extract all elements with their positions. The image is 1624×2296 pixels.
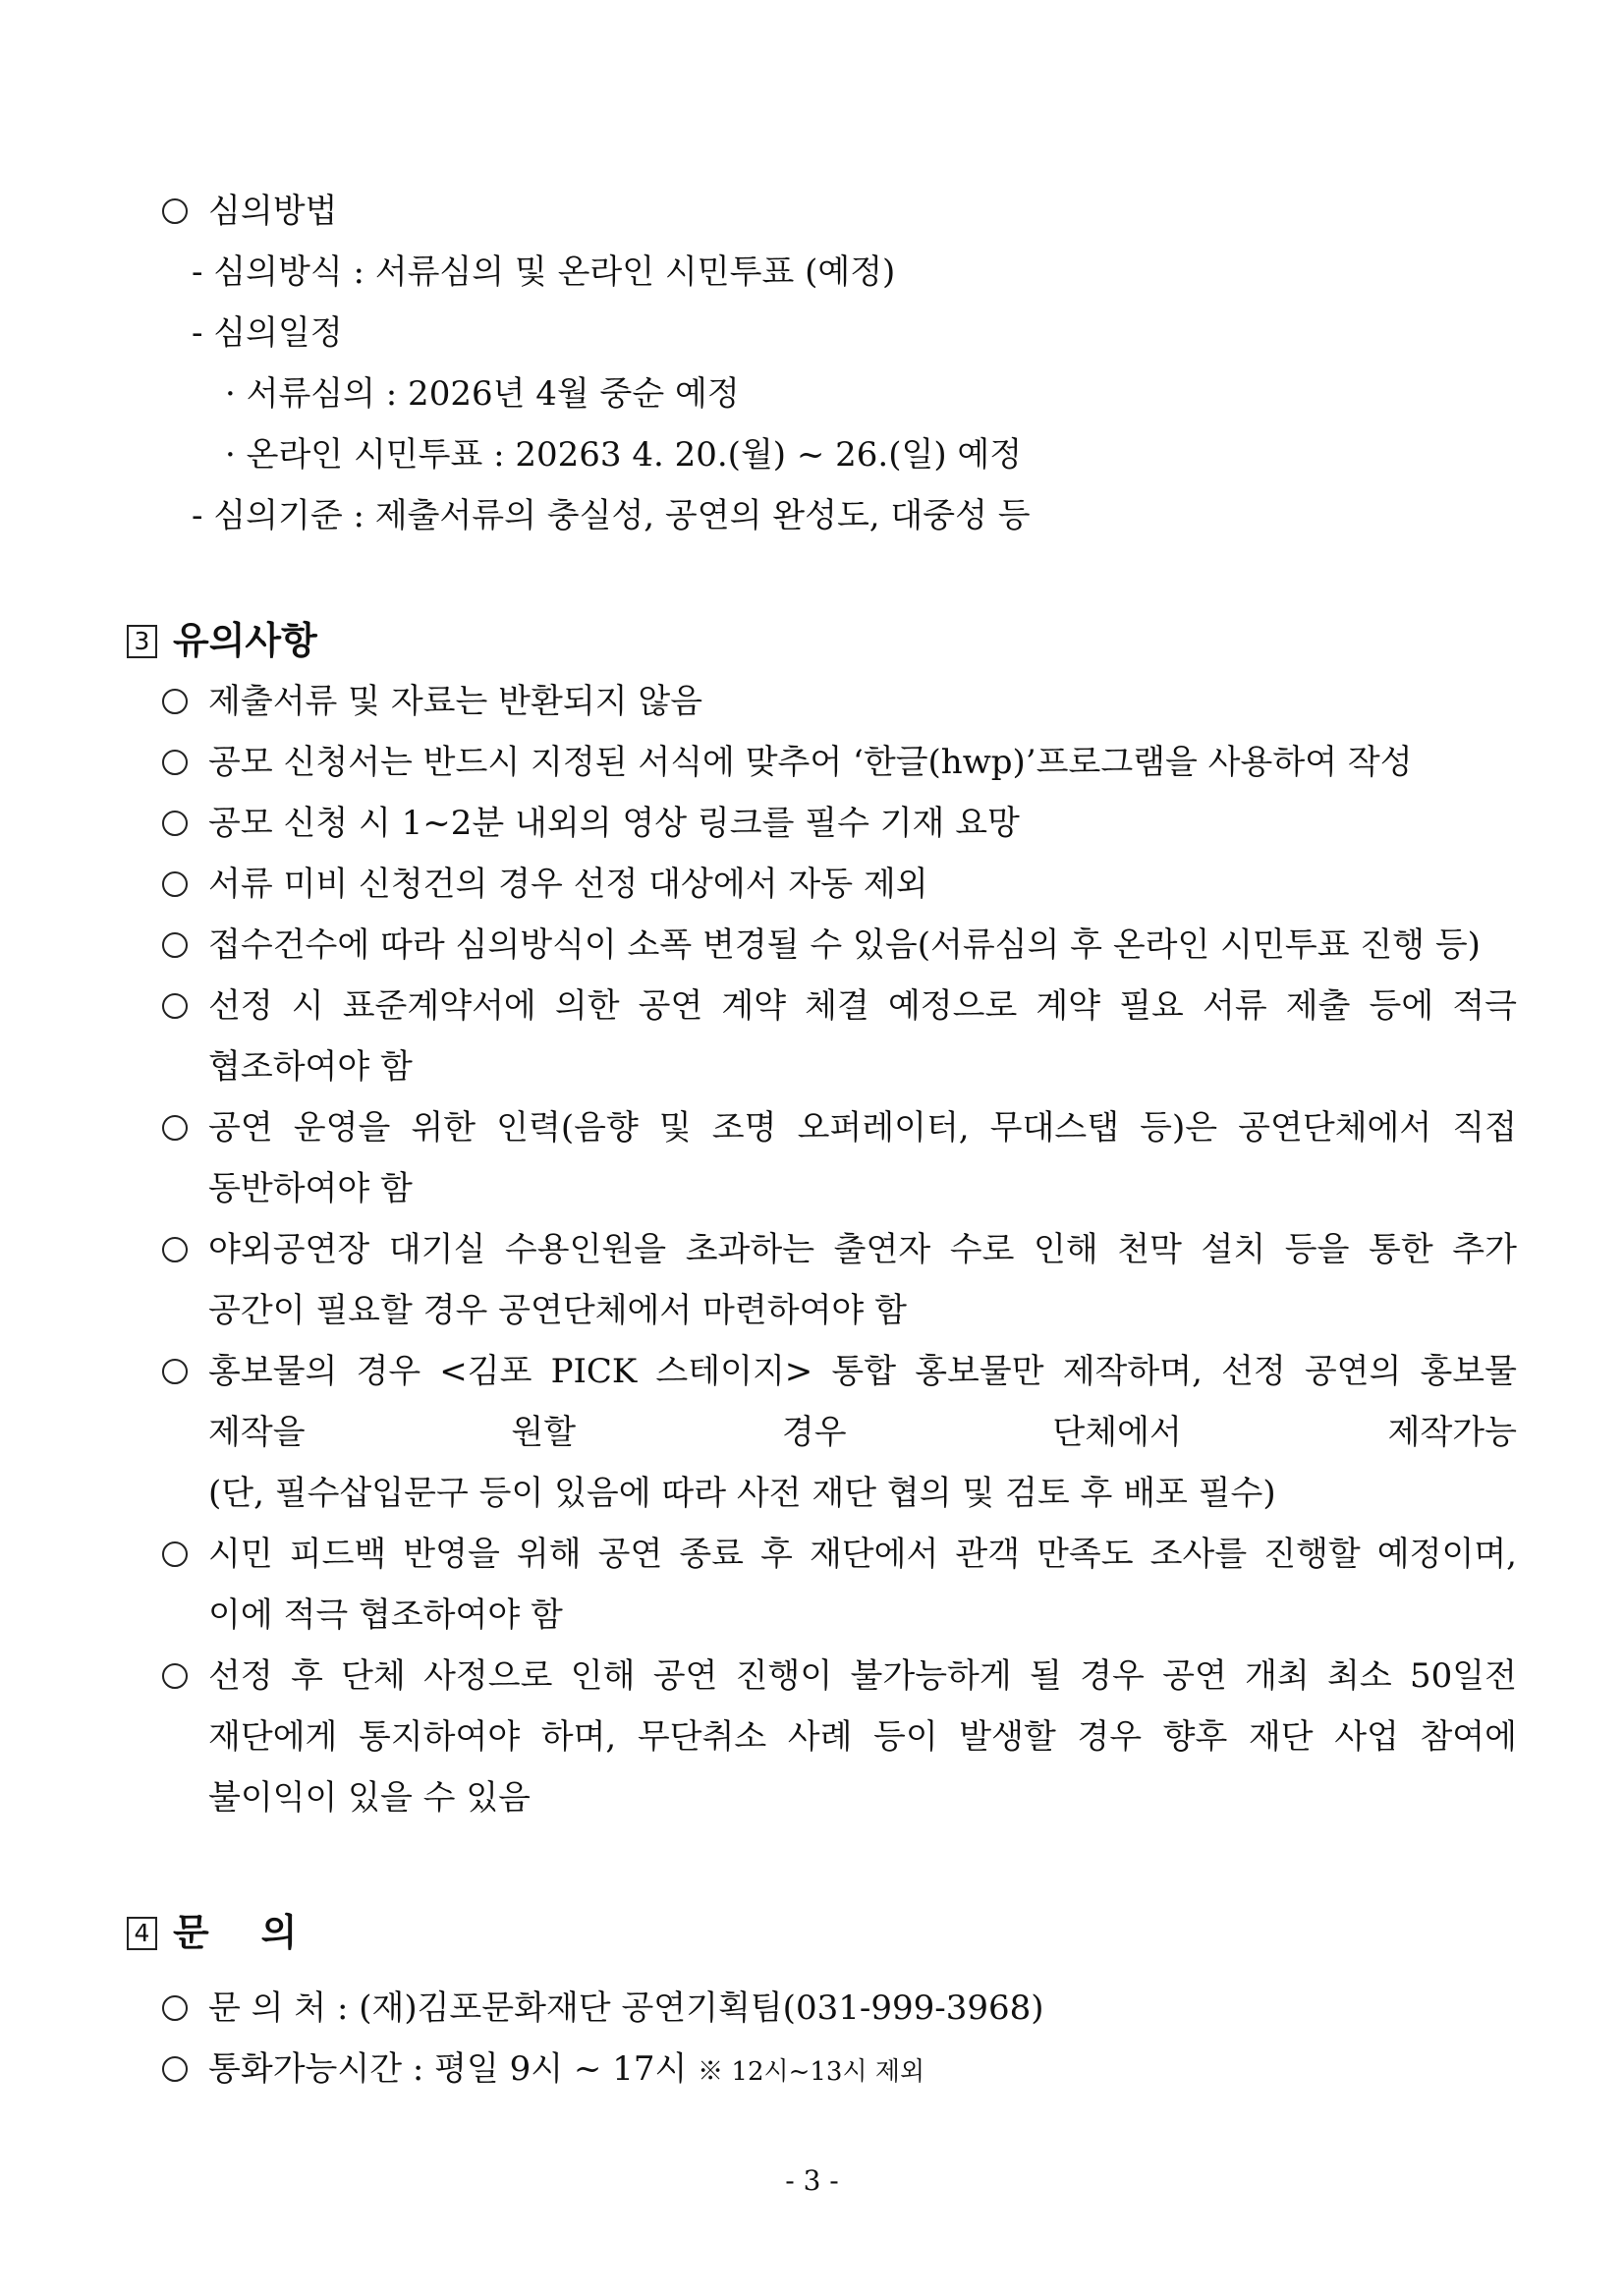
method-title: 심의방법	[208, 192, 338, 231]
bullet-circle-icon	[162, 2056, 188, 2082]
note-line: 이에 적극 협조하여야 함	[208, 1596, 563, 1635]
note-line: 불이익이 있을 수 있음	[208, 1778, 532, 1818]
bullet-circle-icon	[162, 1663, 188, 1689]
bullet-circle-icon	[162, 1541, 188, 1567]
note-line: 재단에게 통지하여야 하며, 무단취소 사례 등이 발생할 경우 향후 재단 사업 참여에	[208, 1717, 1517, 1757]
inquiry-hours: 통화가능시간 : 평일 9시 ~ 17시	[208, 2049, 688, 2089]
note-line: 선정 후 단체 사정으로 인해 공연 진행이 불가능하게 될 경우 공연 개최 최소 50일전	[208, 1656, 1517, 1696]
bullet-circle-icon	[162, 1115, 188, 1141]
bullet-circle-icon	[162, 871, 188, 897]
note-line: 홍보물의 경우 <김포 PICK 스테이지> 통합 홍보물만 제작하며, 선정 공연의 홍보물	[208, 1352, 1517, 1391]
note-line: (단, 필수삽입문구 등이 있음에 따라 사전 재단 협의 및 검토 후 배포 필수)	[208, 1474, 1276, 1513]
page-number: - 3 -	[785, 2164, 839, 2197]
note-line: 공간이 필요할 경우 공연단체에서 마련하여야 함	[208, 1291, 907, 1330]
note-line: 공연 운영을 위한 인력(음향 및 조명 오퍼레이터, 무대스탭 등)은 공연단체에서 직접	[208, 1108, 1517, 1148]
method-schedule-vote: · 온라인 시민투표 : 20263 4. 20.(월) ~ 26.(일) 예정	[225, 435, 1023, 475]
bullet-circle-icon	[162, 811, 188, 836]
note-line: 협조하여야 함	[208, 1047, 413, 1087]
inquiry-heading: 문 의	[173, 1911, 298, 1954]
note-line: 서류 미비 신청건의 경우 선정 대상에서 자동 제외	[208, 865, 928, 904]
bullet-circle-icon	[162, 993, 188, 1019]
method-schedule-doc: · 서류심의 : 2026년 4월 중순 예정	[225, 374, 740, 414]
inquiry-hours-line	[208, 2040, 924, 2102]
inquiry-hours-note: ※ 12시~13시 제외	[698, 2057, 925, 2087]
note-line: 야외공연장 대기실 수용인원을 초과하는 출연자 수로 인해 천막 설치 등을 통한 추가	[208, 1230, 1517, 1269]
bullet-circle-icon	[162, 750, 188, 775]
method-style: - 심의방식 : 서류심의 및 온라인 시민투표 (예정)	[192, 252, 896, 292]
bullet-circle-icon	[162, 1237, 188, 1262]
notes-heading: 유의사항	[173, 619, 317, 662]
bullet-circle-icon	[162, 932, 188, 958]
note-line: 동반하여야 함	[208, 1169, 413, 1208]
bullet-circle-icon	[162, 198, 188, 224]
bullet-circle-icon	[162, 1359, 188, 1384]
note-line: 선정 시 표준계약서에 의한 공연 계약 체결 예정으로 계약 필요 서류 제출 등에 적극	[208, 986, 1517, 1026]
note-line: 접수건수에 따라 심의방식이 소폭 변경될 수 있음(서류심의 후 온라인 시민투표 진행 등)	[208, 925, 1481, 965]
bullet-circle-icon	[162, 1995, 188, 2021]
note-line: 제출서류 및 자료는 반환되지 않음	[208, 682, 703, 721]
bullet-circle-icon	[162, 689, 188, 714]
section-number-box: 3	[127, 625, 157, 658]
method-schedule-label: - 심의일정	[192, 313, 343, 353]
section-number-box: 4	[127, 1917, 157, 1950]
note-line: 공모 신청 시 1~2분 내외의 영상 링크를 필수 기재 요망	[208, 804, 1020, 843]
inquiry-contact: 문 의 처 : (재)김포문화재단 공연기획팀(031-999-3968)	[208, 1988, 1044, 2028]
method-criteria: - 심의기준 : 제출서류의 충실성, 공연의 완성도, 대중성 등	[192, 496, 1031, 535]
note-line: 공모 신청서는 반드시 지정된 서식에 맞추어 ‘한글(hwp)’프로그램을 사용하여 작성	[208, 743, 1413, 782]
note-line: 시민 피드백 반영을 위해 공연 종료 후 재단에서 관객 만족도 조사를 진행할 예정이며,	[208, 1535, 1517, 1574]
note-line: 제작을 원할 경우 단체에서 제작가능	[208, 1413, 1517, 1452]
